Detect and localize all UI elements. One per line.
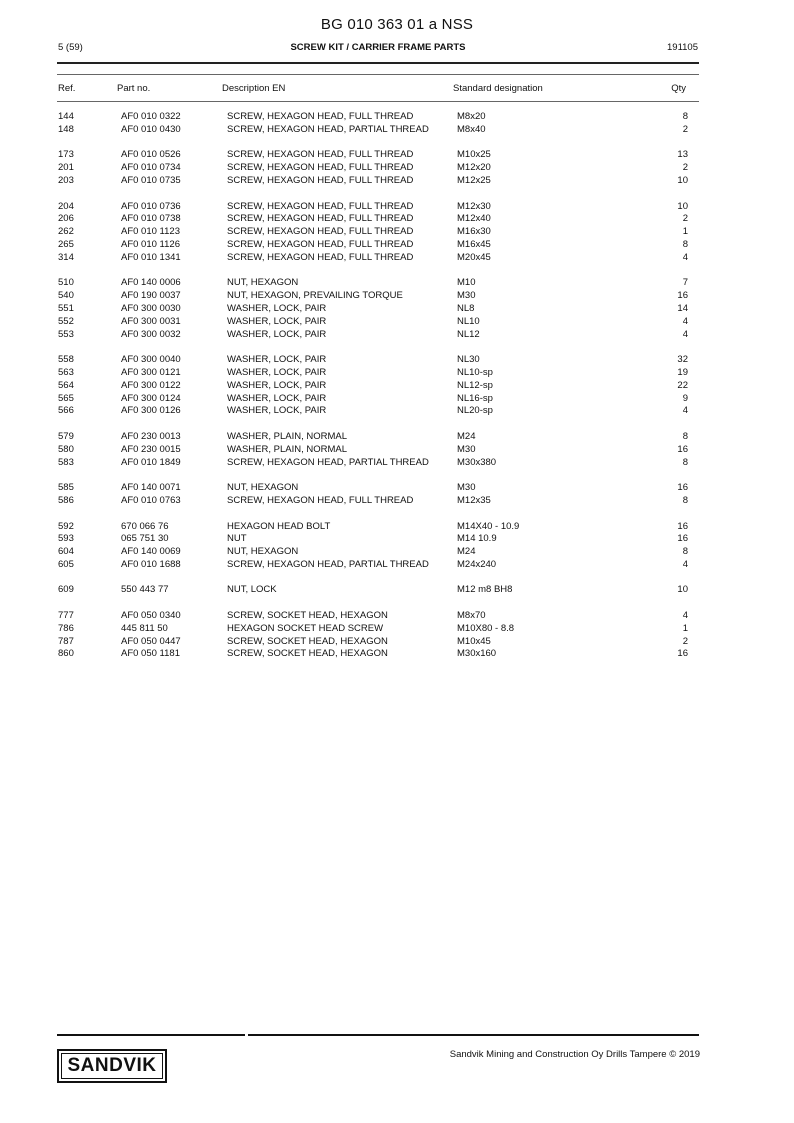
description-cell: SCREW, HEXAGON HEAD, FULL THREAD (227, 238, 414, 250)
standard-cell: M30x160 (457, 648, 497, 660)
standard-cell: M12x20 (457, 162, 491, 174)
qty-cell: 8 (682, 430, 688, 442)
table-row (0, 201, 794, 214)
document-code: 191105 (667, 42, 698, 53)
description-cell: NUT, LOCK (227, 584, 277, 596)
page-number: 5 (59) (58, 42, 83, 53)
table-row (0, 252, 794, 265)
qty-cell: 8 (682, 238, 688, 250)
standard-cell: M20x45 (457, 251, 491, 263)
description-cell: SCREW, SOCKET HEAD, HEXAGON (227, 610, 388, 622)
description-cell: HEXAGON SOCKET HEAD SCREW (227, 622, 384, 634)
qty-cell: 2 (682, 635, 688, 647)
ref-cell: 206 (58, 213, 74, 225)
ref-cell: 786 (58, 622, 74, 634)
qty-cell: 16 (677, 290, 688, 302)
description-cell: NUT, HEXAGON, PREVAILING TORQUE (227, 290, 403, 302)
table-row (0, 636, 794, 649)
ref-cell: 173 (58, 149, 74, 161)
qty-cell: 13 (677, 149, 688, 161)
ref-cell: 580 (58, 443, 74, 455)
standard-cell: M30 (457, 443, 476, 455)
qty-cell: 16 (677, 443, 688, 455)
qty-cell: 16 (677, 533, 688, 545)
part-no-cell: AF0 140 0071 (121, 482, 181, 494)
standard-cell: M14X40 - 10.9 (457, 520, 520, 532)
description-cell: NUT, HEXAGON (227, 546, 299, 558)
qty-cell: 16 (677, 482, 688, 494)
description-cell: SCREW, HEXAGON HEAD, FULL THREAD (227, 213, 414, 225)
qty-cell: 10 (677, 200, 688, 212)
standard-cell: NL10 (457, 315, 480, 327)
description-cell: WASHER, LOCK, PAIR (227, 392, 327, 404)
ref-cell: 586 (58, 494, 74, 506)
document-title: BG 010 363 01 a NSS (320, 16, 474, 33)
part-no-cell: AF0 300 0040 (121, 354, 181, 366)
ref-cell: 203 (58, 174, 74, 186)
standard-cell: M10 (457, 277, 476, 289)
qty-cell: 8 (682, 111, 688, 122)
standard-cell: NL20-sp (457, 405, 493, 417)
standard-cell: NL30 (457, 354, 480, 366)
description-cell: SCREW, HEXAGON HEAD, FULL THREAD (227, 226, 414, 238)
part-no-cell: AF0 300 0121 (121, 366, 181, 378)
standard-cell: M10x25 (457, 149, 491, 161)
table-row (0, 559, 794, 585)
qty-cell: 22 (677, 379, 688, 391)
column-header-standard: Standard designation (453, 83, 543, 94)
part-no-cell: AF0 010 0322 (121, 111, 181, 122)
part-no-cell: AF0 300 0122 (121, 379, 181, 391)
ref-cell: 144 (58, 111, 74, 122)
ref-cell: 777 (58, 610, 74, 622)
part-no-cell: AF0 010 0734 (121, 162, 181, 174)
description-cell: SCREW, HEXAGON HEAD, FULL THREAD (227, 111, 414, 122)
part-no-cell: AF0 010 1126 (121, 238, 180, 250)
footer-divider-right (248, 1034, 699, 1036)
description-cell: SCREW, HEXAGON HEAD, FULL THREAD (227, 149, 414, 161)
column-header-description: Description EN (222, 83, 286, 94)
qty-cell: 4 (682, 251, 688, 263)
qty-cell: 10 (677, 584, 688, 596)
page-header (58, 42, 698, 54)
table-row (0, 354, 794, 367)
part-no-cell: AF0 300 0126 (121, 405, 181, 417)
ref-cell: 201 (58, 162, 74, 174)
standard-cell: M12 m8 BH8 (457, 584, 513, 596)
description-cell: SCREW, HEXAGON HEAD, FULL THREAD (227, 162, 414, 174)
qty-cell: 2 (682, 213, 688, 225)
part-no-cell: AF0 010 1341 (121, 251, 181, 263)
part-no-cell: AF0 300 0032 (121, 328, 181, 340)
table-row (0, 393, 794, 406)
standard-cell: M16x30 (457, 226, 491, 238)
part-no-cell: AF0 050 0340 (121, 610, 181, 622)
table-row (0, 546, 794, 559)
standard-cell: M30 (457, 290, 476, 302)
table-row (0, 533, 794, 546)
ref-cell: 204 (58, 200, 74, 212)
description-cell: WASHER, LOCK, PAIR (227, 328, 327, 340)
table-row (0, 290, 794, 303)
table-row (0, 124, 794, 150)
part-no-cell: AF0 300 0030 (121, 302, 181, 314)
description-cell: NUT, HEXAGON (227, 482, 299, 494)
header-divider (57, 62, 699, 64)
part-no-cell: AF0 140 0069 (121, 546, 181, 558)
sandvik-logo (57, 1049, 167, 1083)
ref-cell: 540 (58, 290, 74, 302)
column-headers (0, 83, 794, 95)
description-cell: WASHER, LOCK, PAIR (227, 379, 327, 391)
standard-cell: M24 (457, 546, 476, 558)
standard-cell: NL16-sp (457, 392, 493, 404)
part-no-cell: AF0 230 0015 (121, 443, 181, 455)
standard-cell: M8x70 (457, 610, 486, 622)
qty-cell: 8 (682, 546, 688, 558)
column-header-bottom-divider (57, 101, 699, 102)
qty-cell: 4 (682, 405, 688, 417)
qty-cell: 4 (682, 315, 688, 327)
part-no-cell: AF0 010 0430 (121, 123, 181, 135)
table-row (0, 367, 794, 380)
standard-cell: M24 (457, 430, 476, 442)
qty-cell: 10 (677, 174, 688, 186)
table-row (0, 329, 794, 342)
standard-cell: M14 10.9 (457, 533, 497, 545)
standard-cell: NL12-sp (457, 379, 493, 391)
standard-cell: NL10-sp (457, 366, 493, 378)
standard-cell: M8x40 (457, 123, 486, 135)
standard-cell: NL8 (457, 302, 475, 314)
table-row (0, 495, 794, 508)
description-cell: SCREW, HEXAGON HEAD, FULL THREAD (227, 494, 414, 506)
table-row (0, 584, 794, 597)
description-cell: SCREW, SOCKET HEAD, HEXAGON (227, 635, 388, 647)
column-header-top-divider (57, 74, 699, 75)
standard-cell: M12x35 (457, 494, 491, 506)
logo-text: SANDVIK (61, 1053, 163, 1079)
standard-cell: M12x25 (457, 174, 491, 186)
description-cell: WASHER, LOCK, PAIR (227, 366, 327, 378)
qty-cell: 1 (682, 226, 688, 238)
part-no-cell: AF0 230 0013 (121, 430, 181, 442)
part-no-cell: AF0 140 0006 (121, 277, 181, 289)
part-no-cell: AF0 050 1181 (121, 648, 180, 660)
standard-cell: M12x40 (457, 213, 491, 225)
part-no-cell: AF0 010 1123 (121, 226, 180, 238)
ref-cell: 605 (58, 558, 74, 570)
footer-divider-left (57, 1034, 245, 1036)
description-cell: WASHER, PLAIN, NORMAL (227, 443, 348, 455)
standard-cell: M16x45 (457, 238, 491, 250)
ref-cell: 510 (58, 277, 74, 289)
qty-cell: 1 (682, 622, 688, 634)
description-cell: WASHER, LOCK, PAIR (227, 315, 327, 327)
qty-cell: 14 (677, 302, 688, 314)
part-no-cell: 550 443 77 (121, 584, 169, 596)
standard-cell: NL12 (457, 328, 480, 340)
ref-cell: 552 (58, 315, 74, 327)
description-cell: SCREW, HEXAGON HEAD, FULL THREAD (227, 200, 414, 212)
part-no-cell: AF0 190 0037 (121, 290, 181, 302)
ref-cell: 558 (58, 354, 74, 366)
qty-cell: 4 (682, 610, 688, 622)
qty-cell: 2 (682, 123, 688, 135)
standard-cell: M24x240 (457, 558, 497, 570)
ref-cell: 592 (58, 520, 74, 532)
ref-cell: 566 (58, 405, 74, 417)
part-no-cell: AF0 010 0738 (121, 213, 181, 225)
part-no-cell: 065 751 30 (121, 533, 169, 545)
ref-cell: 609 (58, 584, 74, 596)
table-row (0, 316, 794, 329)
ref-cell: 593 (58, 533, 74, 545)
ref-cell: 787 (58, 635, 74, 647)
description-cell: SCREW, HEXAGON HEAD, PARTIAL THREAD (227, 558, 429, 570)
qty-cell: 16 (677, 648, 688, 660)
footer-copyright: Sandvik Mining and Construction Oy Drills Tampere © 2019 (449, 1049, 700, 1060)
ref-cell: 265 (58, 238, 74, 250)
description-cell: SCREW, HEXAGON HEAD, PARTIAL THREAD (227, 123, 429, 135)
ref-cell: 860 (58, 648, 74, 660)
qty-cell: 8 (682, 456, 688, 468)
qty-cell: 8 (682, 494, 688, 506)
part-no-cell: AF0 300 0031 (121, 315, 181, 327)
table-row (0, 149, 794, 162)
description-cell: NUT, HEXAGON (227, 277, 299, 289)
description-cell: SCREW, HEXAGON HEAD, FULL THREAD (227, 251, 414, 263)
qty-cell: 16 (677, 520, 688, 532)
part-no-cell: AF0 010 0736 (121, 200, 181, 212)
ref-cell: 565 (58, 392, 74, 404)
part-no-cell: AF0 010 0526 (121, 149, 181, 161)
table-row (0, 162, 794, 175)
table-row (0, 303, 794, 316)
standard-cell: M12x30 (457, 200, 491, 212)
qty-cell: 32 (677, 354, 688, 366)
standard-cell: M8x20 (457, 111, 486, 122)
table-row (0, 482, 794, 495)
table-row (0, 111, 794, 124)
table-row (0, 444, 794, 457)
qty-cell: 19 (677, 366, 688, 378)
description-cell: WASHER, LOCK, PAIR (227, 405, 327, 417)
part-no-cell: AF0 010 1688 (121, 558, 181, 570)
part-no-cell: AF0 050 0447 (121, 635, 181, 647)
part-no-cell: 445 811 50 (121, 622, 168, 634)
qty-cell: 7 (682, 277, 688, 289)
description-cell: WASHER, LOCK, PAIR (227, 354, 327, 366)
description-cell: WASHER, PLAIN, NORMAL (227, 430, 348, 442)
column-header-qty: Qty (671, 83, 686, 94)
parts-table (0, 111, 794, 661)
part-no-cell: AF0 010 0763 (121, 494, 181, 506)
qty-cell: 2 (682, 162, 688, 174)
ref-cell: 585 (58, 482, 74, 494)
standard-cell: M30x380 (457, 456, 497, 468)
description-cell: WASHER, LOCK, PAIR (227, 302, 327, 314)
ref-cell: 579 (58, 430, 74, 442)
section-title: SCREW KIT / CARRIER FRAME PARTS (290, 42, 466, 53)
ref-cell: 583 (58, 456, 74, 468)
table-row (0, 405, 794, 418)
column-header-ref: Ref. (58, 83, 76, 94)
part-no-cell: AF0 010 0735 (121, 174, 181, 186)
ref-cell: 604 (58, 546, 74, 558)
table-row (0, 277, 794, 290)
ref-cell: 553 (58, 328, 74, 340)
standard-cell: M10X80 - 8.8 (457, 622, 515, 634)
table-row (0, 648, 794, 661)
ref-cell: 148 (58, 123, 74, 135)
qty-cell: 4 (682, 328, 688, 340)
table-row (0, 226, 794, 239)
table-row (0, 623, 794, 636)
qty-cell: 9 (682, 392, 688, 404)
table-row (0, 239, 794, 252)
standard-cell: M10x45 (457, 635, 491, 647)
table-row (0, 457, 794, 483)
description-cell: SCREW, HEXAGON HEAD, FULL THREAD (227, 174, 414, 186)
description-cell: HEXAGON HEAD BOLT (227, 520, 331, 532)
table-row (0, 213, 794, 226)
table-row (0, 175, 794, 188)
table-row (0, 610, 794, 623)
standard-cell: M30 (457, 482, 476, 494)
description-cell: SCREW, HEXAGON HEAD, PARTIAL THREAD (227, 456, 429, 468)
table-row (0, 431, 794, 444)
part-no-cell: AF0 010 1849 (121, 456, 181, 468)
description-cell: SCREW, SOCKET HEAD, HEXAGON (227, 648, 388, 660)
table-row (0, 380, 794, 393)
ref-cell: 563 (58, 366, 74, 378)
ref-cell: 551 (58, 302, 74, 314)
table-row (0, 521, 794, 534)
ref-cell: 564 (58, 379, 74, 391)
ref-cell: 314 (58, 251, 74, 263)
part-no-cell: 670 066 76 (121, 520, 169, 532)
ref-cell: 262 (58, 226, 74, 238)
description-cell: NUT (227, 533, 247, 545)
column-header-part-no: Part no. (117, 83, 151, 94)
part-no-cell: AF0 300 0124 (121, 392, 181, 404)
qty-cell: 4 (682, 558, 688, 570)
